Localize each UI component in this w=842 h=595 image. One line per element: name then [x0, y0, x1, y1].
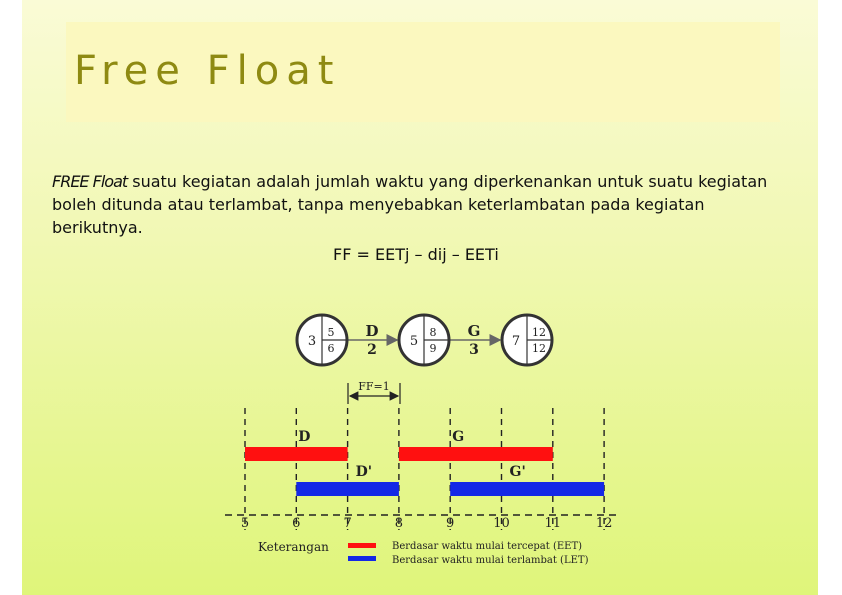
- arrow-d-activity: D: [365, 322, 379, 340]
- timeline-bar-earliest: [245, 447, 348, 461]
- network-node: [297, 315, 347, 365]
- legend-swatch-earliest: [348, 543, 376, 548]
- node-number: 3: [307, 334, 317, 349]
- timeline-tick-label: 11: [544, 516, 562, 531]
- network-node: [399, 315, 449, 365]
- arrow-d-duration: 2: [367, 342, 377, 358]
- node-let: 6: [327, 342, 335, 355]
- slide-title: Free Float: [74, 48, 341, 94]
- timeline-bar-latest: [296, 482, 399, 496]
- timeline-bar-earliest: [399, 447, 553, 461]
- timeline-tick-label: 12: [595, 516, 613, 531]
- legend-text-latest: Berdasar waktu mulai terlambat (LET): [392, 555, 589, 566]
- definition-text: suatu kegiatan adalah jumlah waktu yang diperkenankan untuk suatu kegiatan boleh ditunda atau terlambat, tanpa menyebabkan keterlambatan pada kegiatan berikutnya.: [52, 172, 768, 237]
- timeline-bar-label: D': [355, 464, 373, 480]
- timeline-bar-label: G': [509, 464, 526, 480]
- timeline-bar-latest: [450, 482, 604, 496]
- timeline-bars: [245, 429, 604, 496]
- timeline-tick-label: 7: [343, 516, 352, 531]
- node-let: 9: [429, 342, 437, 355]
- node-eet: 5: [327, 326, 335, 339]
- network-node: [502, 315, 552, 365]
- timeline-tick-label: 6: [292, 516, 301, 531]
- node-eet: 8: [429, 326, 437, 339]
- timeline-tick-label: 5: [240, 516, 250, 531]
- timeline-tick-label: 9: [446, 516, 455, 531]
- ff-label: FF=1: [358, 380, 390, 393]
- arrow-g-duration: 3: [469, 342, 479, 358]
- node-number: 5: [409, 334, 419, 349]
- timeline-grid: [225, 408, 618, 530]
- legend-swatch-latest: [348, 556, 376, 561]
- timeline-bar-label: G: [452, 429, 465, 445]
- legend-title: Keterangan: [258, 540, 329, 554]
- node-let: 12: [532, 342, 546, 355]
- timeline-ticks: [241, 516, 613, 531]
- node-number: 7: [511, 334, 521, 349]
- arrow-g-activity: G: [467, 322, 481, 340]
- legend-text-earliest: Berdasar waktu mulai tercepat (EET): [392, 541, 583, 552]
- timeline-tick-label: 10: [493, 516, 510, 531]
- free-float-formula: FF = EETj – dij – EETi: [333, 245, 499, 264]
- timeline-bar-label: D: [298, 429, 311, 445]
- definition-term: FREE Float: [52, 172, 128, 191]
- node-eet: 12: [532, 326, 546, 339]
- timeline-tick-label: 8: [394, 516, 404, 531]
